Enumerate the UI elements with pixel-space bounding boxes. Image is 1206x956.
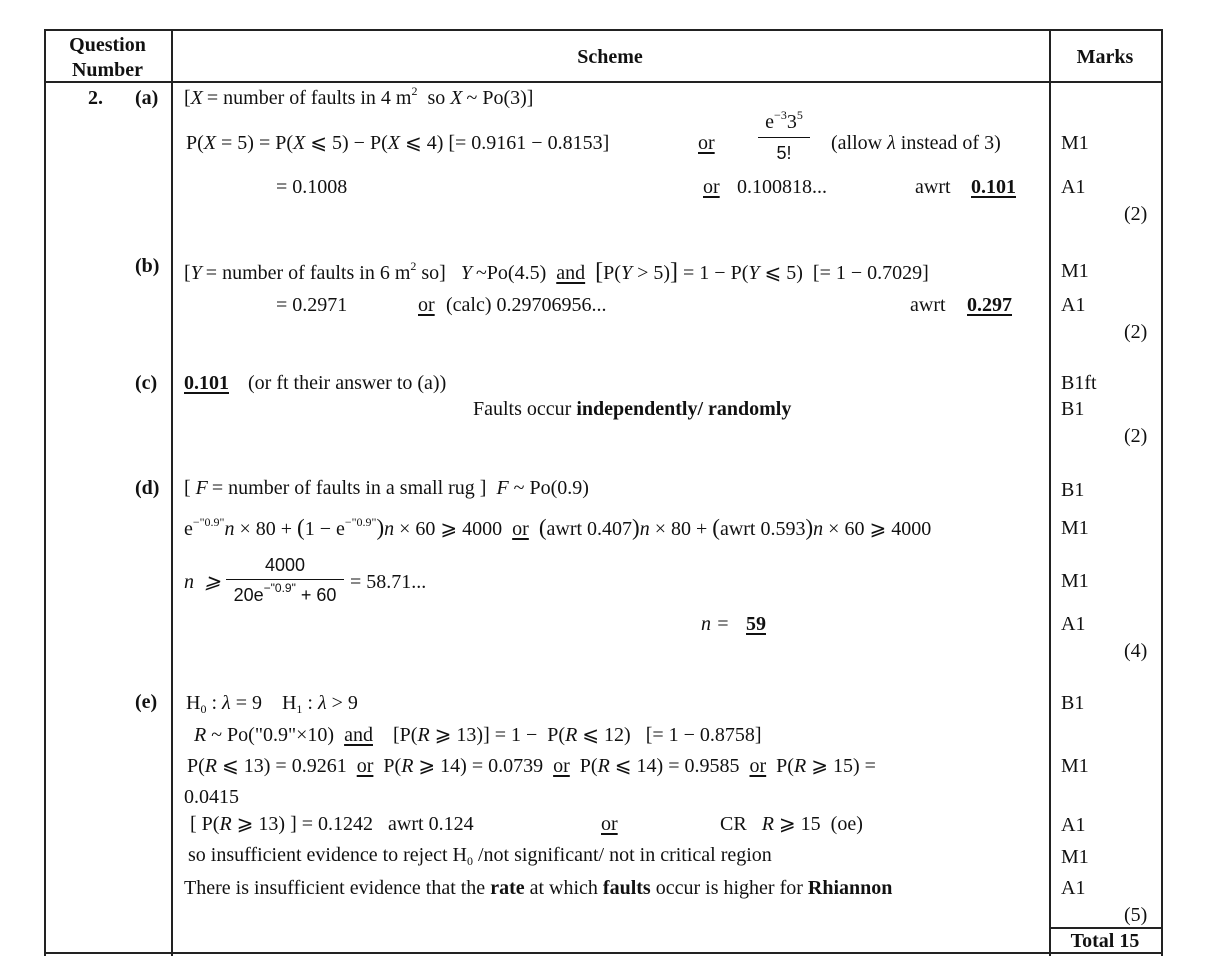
part-c-mark-2: B1 (1061, 398, 1085, 420)
part-e-label: (e) (135, 691, 158, 713)
part-a-line-2: P(X = 5) = P(X ⩽ 5) − P(X ⩽ 4) [= 0.9161 − 0.8153] (186, 132, 610, 154)
part-d-total: (4) (1124, 640, 1148, 662)
part-c-reason (473, 399, 791, 419)
part-e-mark-4: M1 (1061, 846, 1089, 868)
question-number: 2. (88, 87, 103, 109)
part-e-conclusion-at: at which (529, 877, 598, 899)
table-bottom-border (44, 952, 1163, 954)
part-e-total: (5) (1124, 904, 1148, 926)
part-b-result: = 0.2971 (276, 294, 348, 316)
part-c-mark-1: B1ft (1061, 372, 1097, 394)
part-e-conclusion-a: There is insufficient evidence that the (184, 877, 486, 899)
grand-total: Total 15 (1070, 930, 1140, 952)
part-e-conclusion-rate: rate (490, 877, 525, 899)
part-e-line-3: P(R ⩽ 13) = 0.9261 or P(R ⩾ 14) = 0.0739 or P(R ⩽ 14) = 0.9585 or P(R ⩾ 15) = (187, 755, 876, 777)
header-marks: Marks (1076, 46, 1134, 68)
part-b-mark-1: M1 (1061, 260, 1089, 282)
part-c-total: (2) (1124, 425, 1148, 447)
part-a-allow: (allow λ instead of 3) (831, 132, 1001, 154)
part-e-mark-1: B1 (1061, 692, 1085, 714)
part-b-answer: 0.297 (967, 294, 1012, 316)
part-e-line-5: [ P(R ⩾ 13) ] = 0.1242 awrt 0.124 (190, 813, 474, 835)
part-a-answer: 0.101 (971, 176, 1016, 198)
left-border (44, 29, 46, 956)
part-e-or: or (601, 813, 618, 835)
right-border (1161, 29, 1163, 956)
part-a-result: = 0.1008 (276, 176, 348, 198)
part-a-mark-2: A1 (1061, 176, 1086, 198)
part-e-mark-2: M1 (1061, 755, 1089, 777)
part-e-hypotheses: $H_0$ : λ = 9 $H_1$ : λ > 9 (186, 692, 358, 716)
part-a-mark-1: M1 (1061, 132, 1089, 154)
part-b-label: (b) (135, 255, 160, 277)
part-b-line-1: [Y = number of faults in 6 $m^2$ so] Y ~Po(4.5) and [P(Y > 5)] = 1 − P(Y ⩽ 5) [= 1 − 0.7029] (184, 259, 929, 285)
part-c-ft: (or ft their answer to (a)) (248, 372, 447, 394)
part-b-calc: (calc) 0.29706956... (446, 294, 607, 316)
part-a-awrt: awrt (915, 176, 951, 198)
col-divider-1 (171, 29, 173, 956)
part-c-label: (c) (135, 372, 158, 394)
part-e-line-2: R ~ Po("0.9"×10) and [P(R ⩾ 13)] = 1 − P(R ⩽ 12) [= 1 − 0.8758] (194, 724, 762, 746)
part-b-mark-2: A1 (1061, 294, 1086, 316)
part-c-reason-prefix: Faults occur (473, 398, 572, 420)
header-number: Number (71, 59, 144, 81)
part-e-conclusion (184, 878, 892, 898)
part-b-total: (2) (1124, 321, 1148, 343)
header-scheme: Scheme (577, 46, 643, 68)
part-e-conclusion-rhiannon: Rhiannon (807, 877, 893, 899)
part-b-awrt: awrt (910, 294, 946, 316)
part-a-total: (2) (1124, 203, 1148, 225)
part-a-or-1: or (698, 132, 715, 154)
part-e-line-4: 0.0415 (184, 786, 239, 808)
part-e-line-6: so insufficient evidence to reject $H_0$ /not significant/ not in critical region (188, 844, 772, 868)
part-d-n-eq: n = (701, 613, 730, 635)
part-e-mark-5: A1 (1061, 877, 1086, 899)
part-d-n-var: n ⩾ (184, 571, 221, 593)
part-c-reason-bold: independently/ randomly (576, 398, 792, 420)
part-e-conclusion-faults: faults (602, 877, 651, 899)
part-a-or-2: or (703, 176, 720, 198)
part-d-line-2: $e^{-"0.9"}n \times 80 + (1 - e^{-"0.9"})n \times 60$ ⩾ 4000 or (awrt 0.407)n × 80 + (awrt 0.593)n × 60 ⩾ 4000 (184, 515, 932, 540)
part-a-line-1: [X = number of faults in 4 $m^2$ so X ~ Po(3)] (184, 84, 534, 109)
table-top-border (44, 29, 1163, 31)
part-d-mark-3: M1 (1061, 570, 1089, 592)
header-question: Question (69, 34, 146, 56)
total-top-border (1049, 927, 1161, 929)
part-d-label: (d) (135, 477, 160, 499)
part-a-calc: 0.100818... (737, 176, 827, 198)
col-divider-2 (1049, 29, 1051, 956)
part-c-answer: 0.101 (184, 372, 229, 394)
part-d-fraction: 4000 $20e^{-"0.9"} + 60$ (226, 556, 344, 604)
part-b-or: or (418, 294, 435, 316)
part-a-label: (a) (135, 87, 159, 109)
header-bottom-border (44, 81, 1163, 83)
part-d-mark-1: B1 (1061, 479, 1085, 501)
part-d-answer: 59 (746, 613, 766, 635)
part-a-fraction: $e^{-3}3^5$ 5! (758, 112, 810, 162)
part-d-mark-2: M1 (1061, 517, 1089, 539)
part-d-mark-4: A1 (1061, 613, 1086, 635)
part-e-cr: CR R ⩾ 15 (oe) (720, 813, 863, 835)
part-e-conclusion-occur: occur is higher for (655, 877, 803, 899)
part-e-mark-3: A1 (1061, 814, 1086, 836)
part-d-n-value: = 58.71... (350, 571, 427, 593)
part-d-line-1: [ F = number of faults in a small rug ] F ~ Po(0.9) (184, 477, 589, 499)
